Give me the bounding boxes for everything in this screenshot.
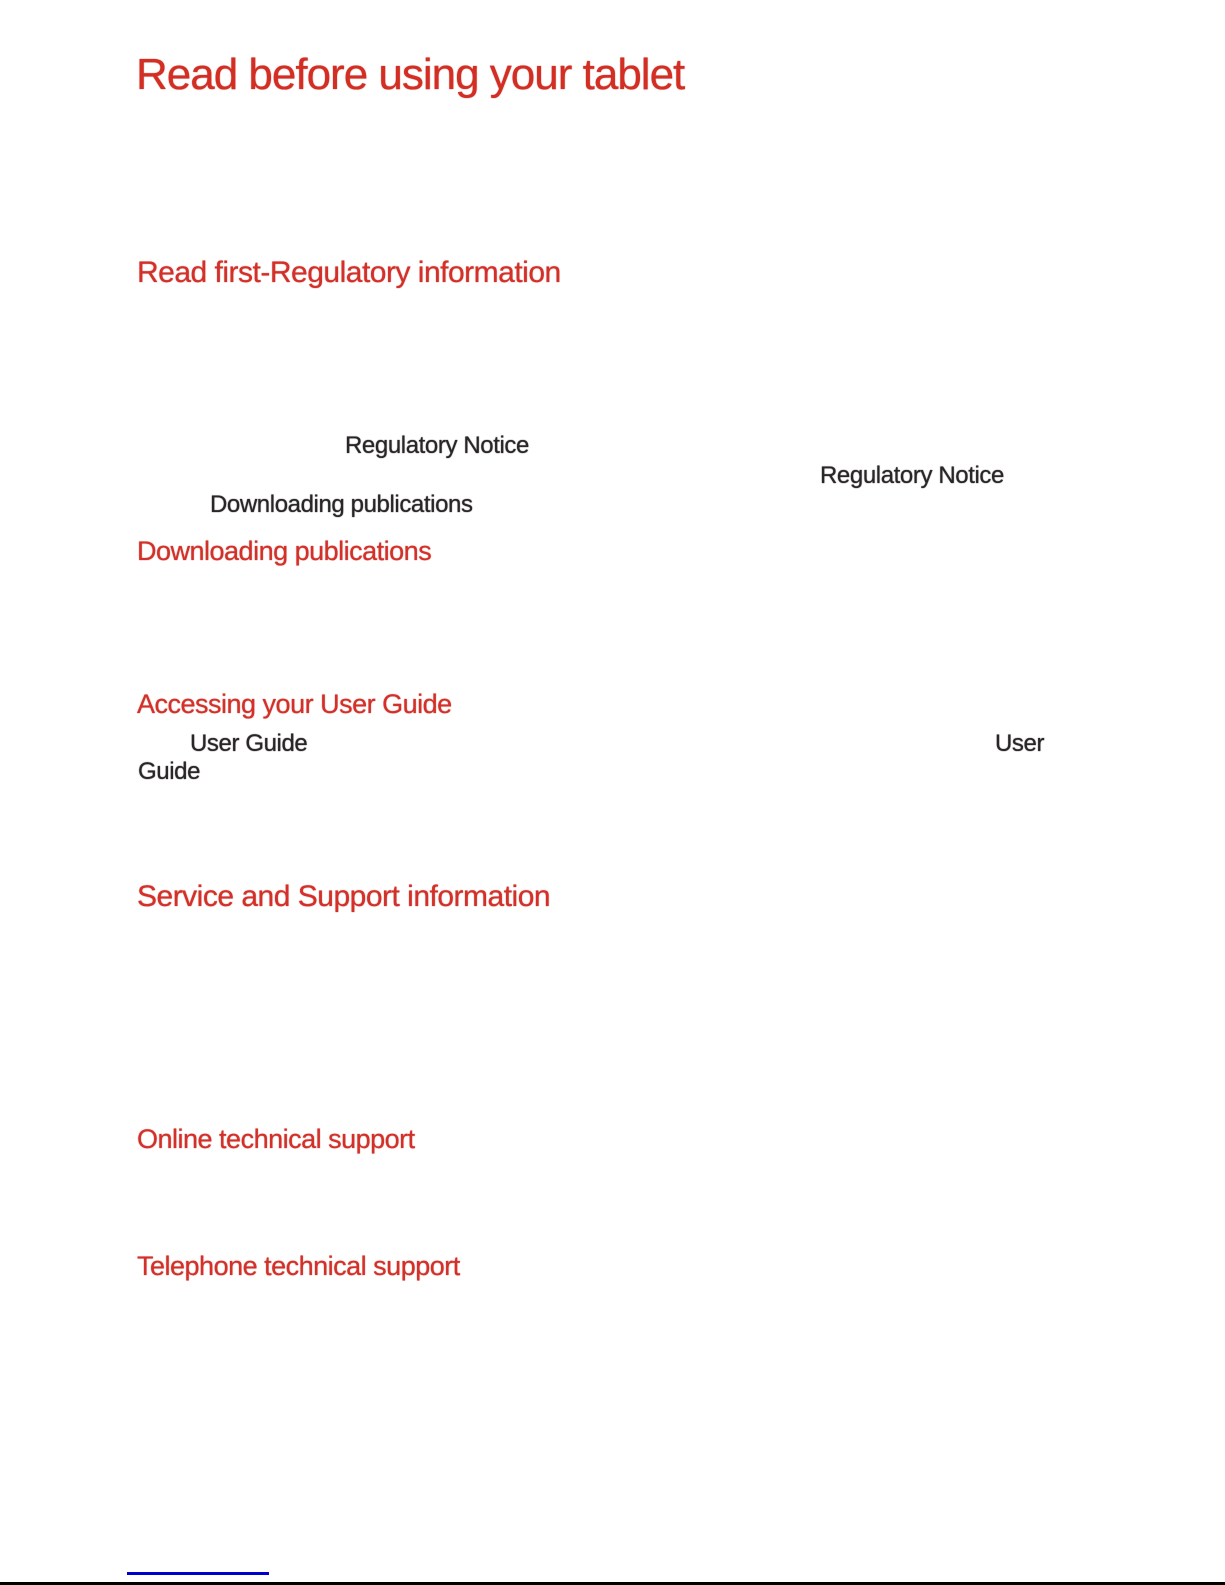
page-title: Read before using your tablet (136, 50, 685, 99)
text-fragment-regulatory-notice-first: Regulatory Notice (345, 432, 529, 459)
footnote-link-underline[interactable] (127, 1572, 269, 1575)
section-heading-accessing-user-guide: Accessing your User Guide (137, 689, 452, 719)
section-heading-service-and-support-information: Service and Support information (137, 880, 551, 913)
section-heading-downloading-publications: Downloading publications (137, 536, 432, 566)
text-fragment-downloading-publications: Downloading publications (210, 491, 473, 518)
section-heading-online-technical-support: Online technical support (137, 1124, 415, 1154)
text-fragment-user: User (995, 730, 1045, 757)
text-fragment-regulatory-notice-second: Regulatory Notice (820, 462, 1004, 489)
text-fragment-guide: Guide (138, 758, 201, 785)
text-fragment-user-guide: User Guide (190, 730, 308, 757)
section-heading-telephone-technical-support: Telephone technical support (137, 1251, 460, 1281)
section-heading-read-first-regulatory-information: Read first-Regulatory information (137, 256, 561, 289)
